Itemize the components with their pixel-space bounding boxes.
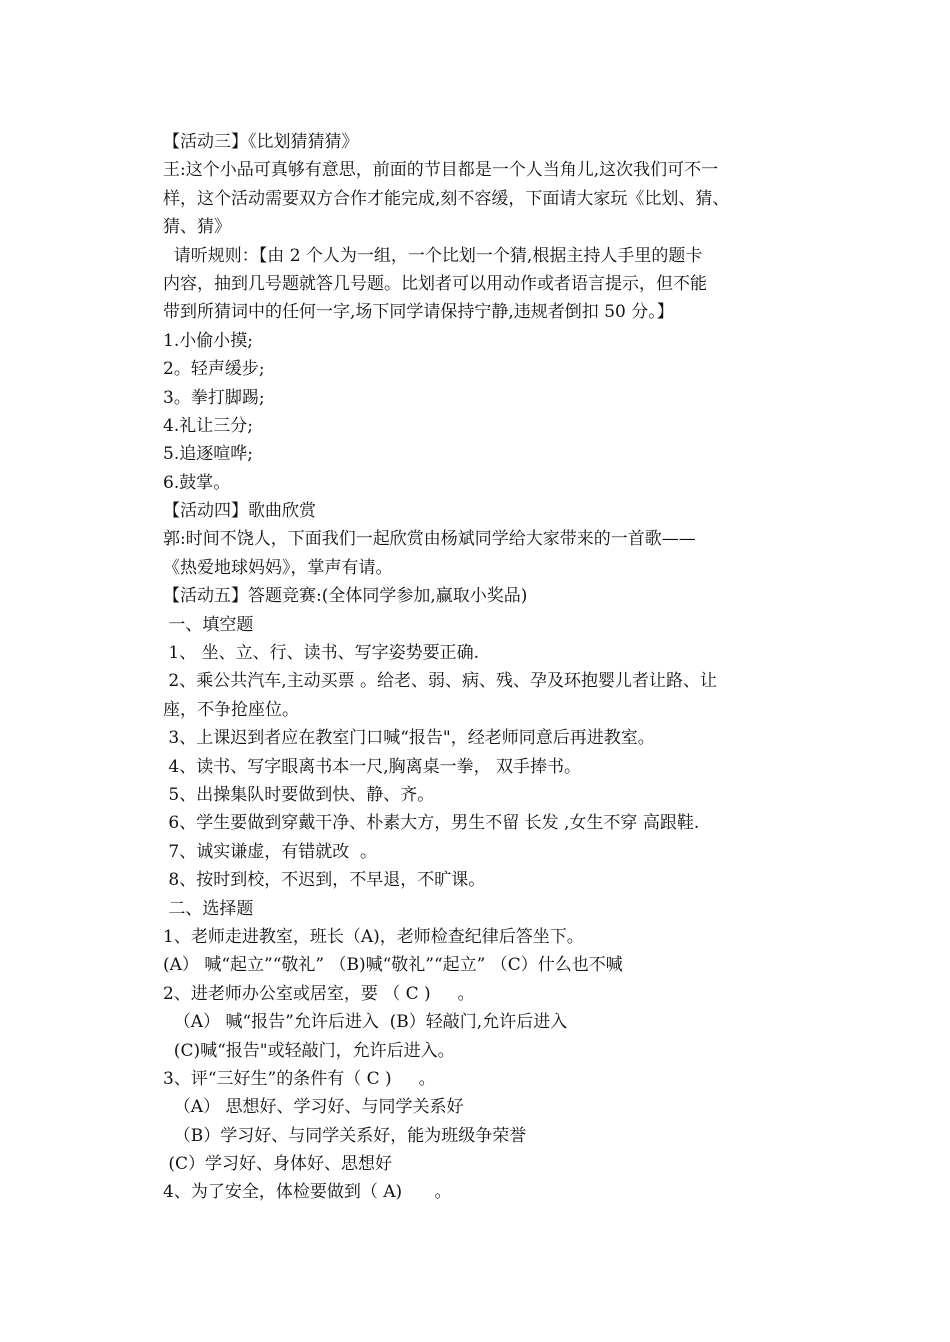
question-line: 6、学生要做到穿戴干净、朴素大方，男生不留 长发 ,女生不穿 高跟鞋.	[163, 813, 700, 834]
question-line: 1、 坐、立、行、读书、写字姿势要正确.	[163, 643, 480, 664]
question-line: 2、进老师办公室或居室，要 （ C ) 。	[163, 983, 475, 1004]
option-line: （A） 喊“报告”允许后进入 (B）轻敲门,允许后进入	[163, 1012, 568, 1033]
subsection-heading-multiple-choice: 二、选择题	[163, 898, 254, 919]
option-line: (C)喊“报告"或轻敲门，允许后进入。	[163, 1040, 455, 1061]
option-line: （A） 思想好、学习好、与同学关系好	[163, 1097, 464, 1118]
question-line: 3、评“三好生”的条件有（ C ) 。	[163, 1068, 436, 1089]
paragraph-line: 郭:时间不饶人，下面我们一起欣赏由杨斌同学给大家带来的一首歌——	[163, 529, 696, 550]
list-item: 2。轻声缓步;	[163, 359, 265, 380]
question-line: 1、老师走进教室，班长（A)，老师检查纪律后答坐下。	[163, 926, 584, 947]
question-line: 4、为了安全，体检要做到（ A) 。	[163, 1182, 452, 1203]
question-line: 3、上课迟到者应在教室门口喊“报告"，经老师同意后再进教室。	[163, 728, 655, 749]
paragraph-line: 《热爱地球妈妈》，掌声有请。	[163, 557, 393, 578]
subsection-heading-fill-in: 一、填空题	[163, 614, 254, 635]
list-item: 4.礼让三分;	[163, 415, 253, 436]
option-line: （B）学习好、与同学关系好，能为班级争荣誉	[163, 1125, 527, 1146]
paragraph-line: 样，这个活动需要双方合作才能完成,刻不容缓，下面请大家玩《比划、猜、	[163, 188, 730, 209]
list-item: 1.小偷小摸;	[163, 330, 253, 351]
section-heading-activity-5: 【活动五】答题竞赛:(全体同学参加,赢取小奖品)	[163, 586, 528, 607]
question-line: 5、出操集队时要做到快、静、齐。	[163, 784, 435, 805]
list-item: 5.追逐喧哗;	[163, 444, 253, 465]
option-line: (C）学习好、身体好、思想好	[163, 1154, 393, 1175]
paragraph-line: 猜、猜》	[163, 217, 231, 238]
rules-line: 带到所猜词中的任何一字,场下同学请保持宁静,违规者倒扣 50 分。】	[163, 302, 674, 323]
question-line: 8、按时到校，不迟到，不早退，不旷课。	[163, 870, 486, 891]
section-heading-activity-4: 【活动四】歌曲欣赏	[163, 501, 316, 522]
list-item: 6.鼓掌。	[163, 472, 231, 493]
paragraph-line: 王:这个小品可真够有意思，前面的节目都是一个人当角儿,这次我们可不一	[163, 160, 719, 181]
question-line: 7、诚实谦虚，有错就改 。	[163, 841, 378, 862]
question-line: 2、乘公共汽车,主动买票 。给老、弱、病、残、孕及环抱婴儿者让路、让	[163, 671, 718, 692]
question-line: 4、读书、写字眼离书本一尺,胸离桌一拳， 双手捧书。	[163, 756, 582, 777]
document-body	[163, 128, 803, 1207]
section-heading-activity-3: 【活动三】《比划猜猜猜》	[163, 132, 359, 152]
list-item: 3。拳打脚踢;	[163, 387, 265, 408]
option-line: (A） 喊“起立”“敬礼” （B)喊“敬礼”“起立” （C）什么也不喊	[163, 955, 623, 976]
rules-line: 内容，抽到几号题就答几号题。比划者可以用动作或者语言提示，但不能	[163, 273, 707, 294]
rules-line: 请听规则：【由 2 个人为一组，一个比划一个猜,根据主持人手里的题卡	[163, 245, 703, 266]
question-line: 座，不争抢座位。	[163, 699, 299, 720]
